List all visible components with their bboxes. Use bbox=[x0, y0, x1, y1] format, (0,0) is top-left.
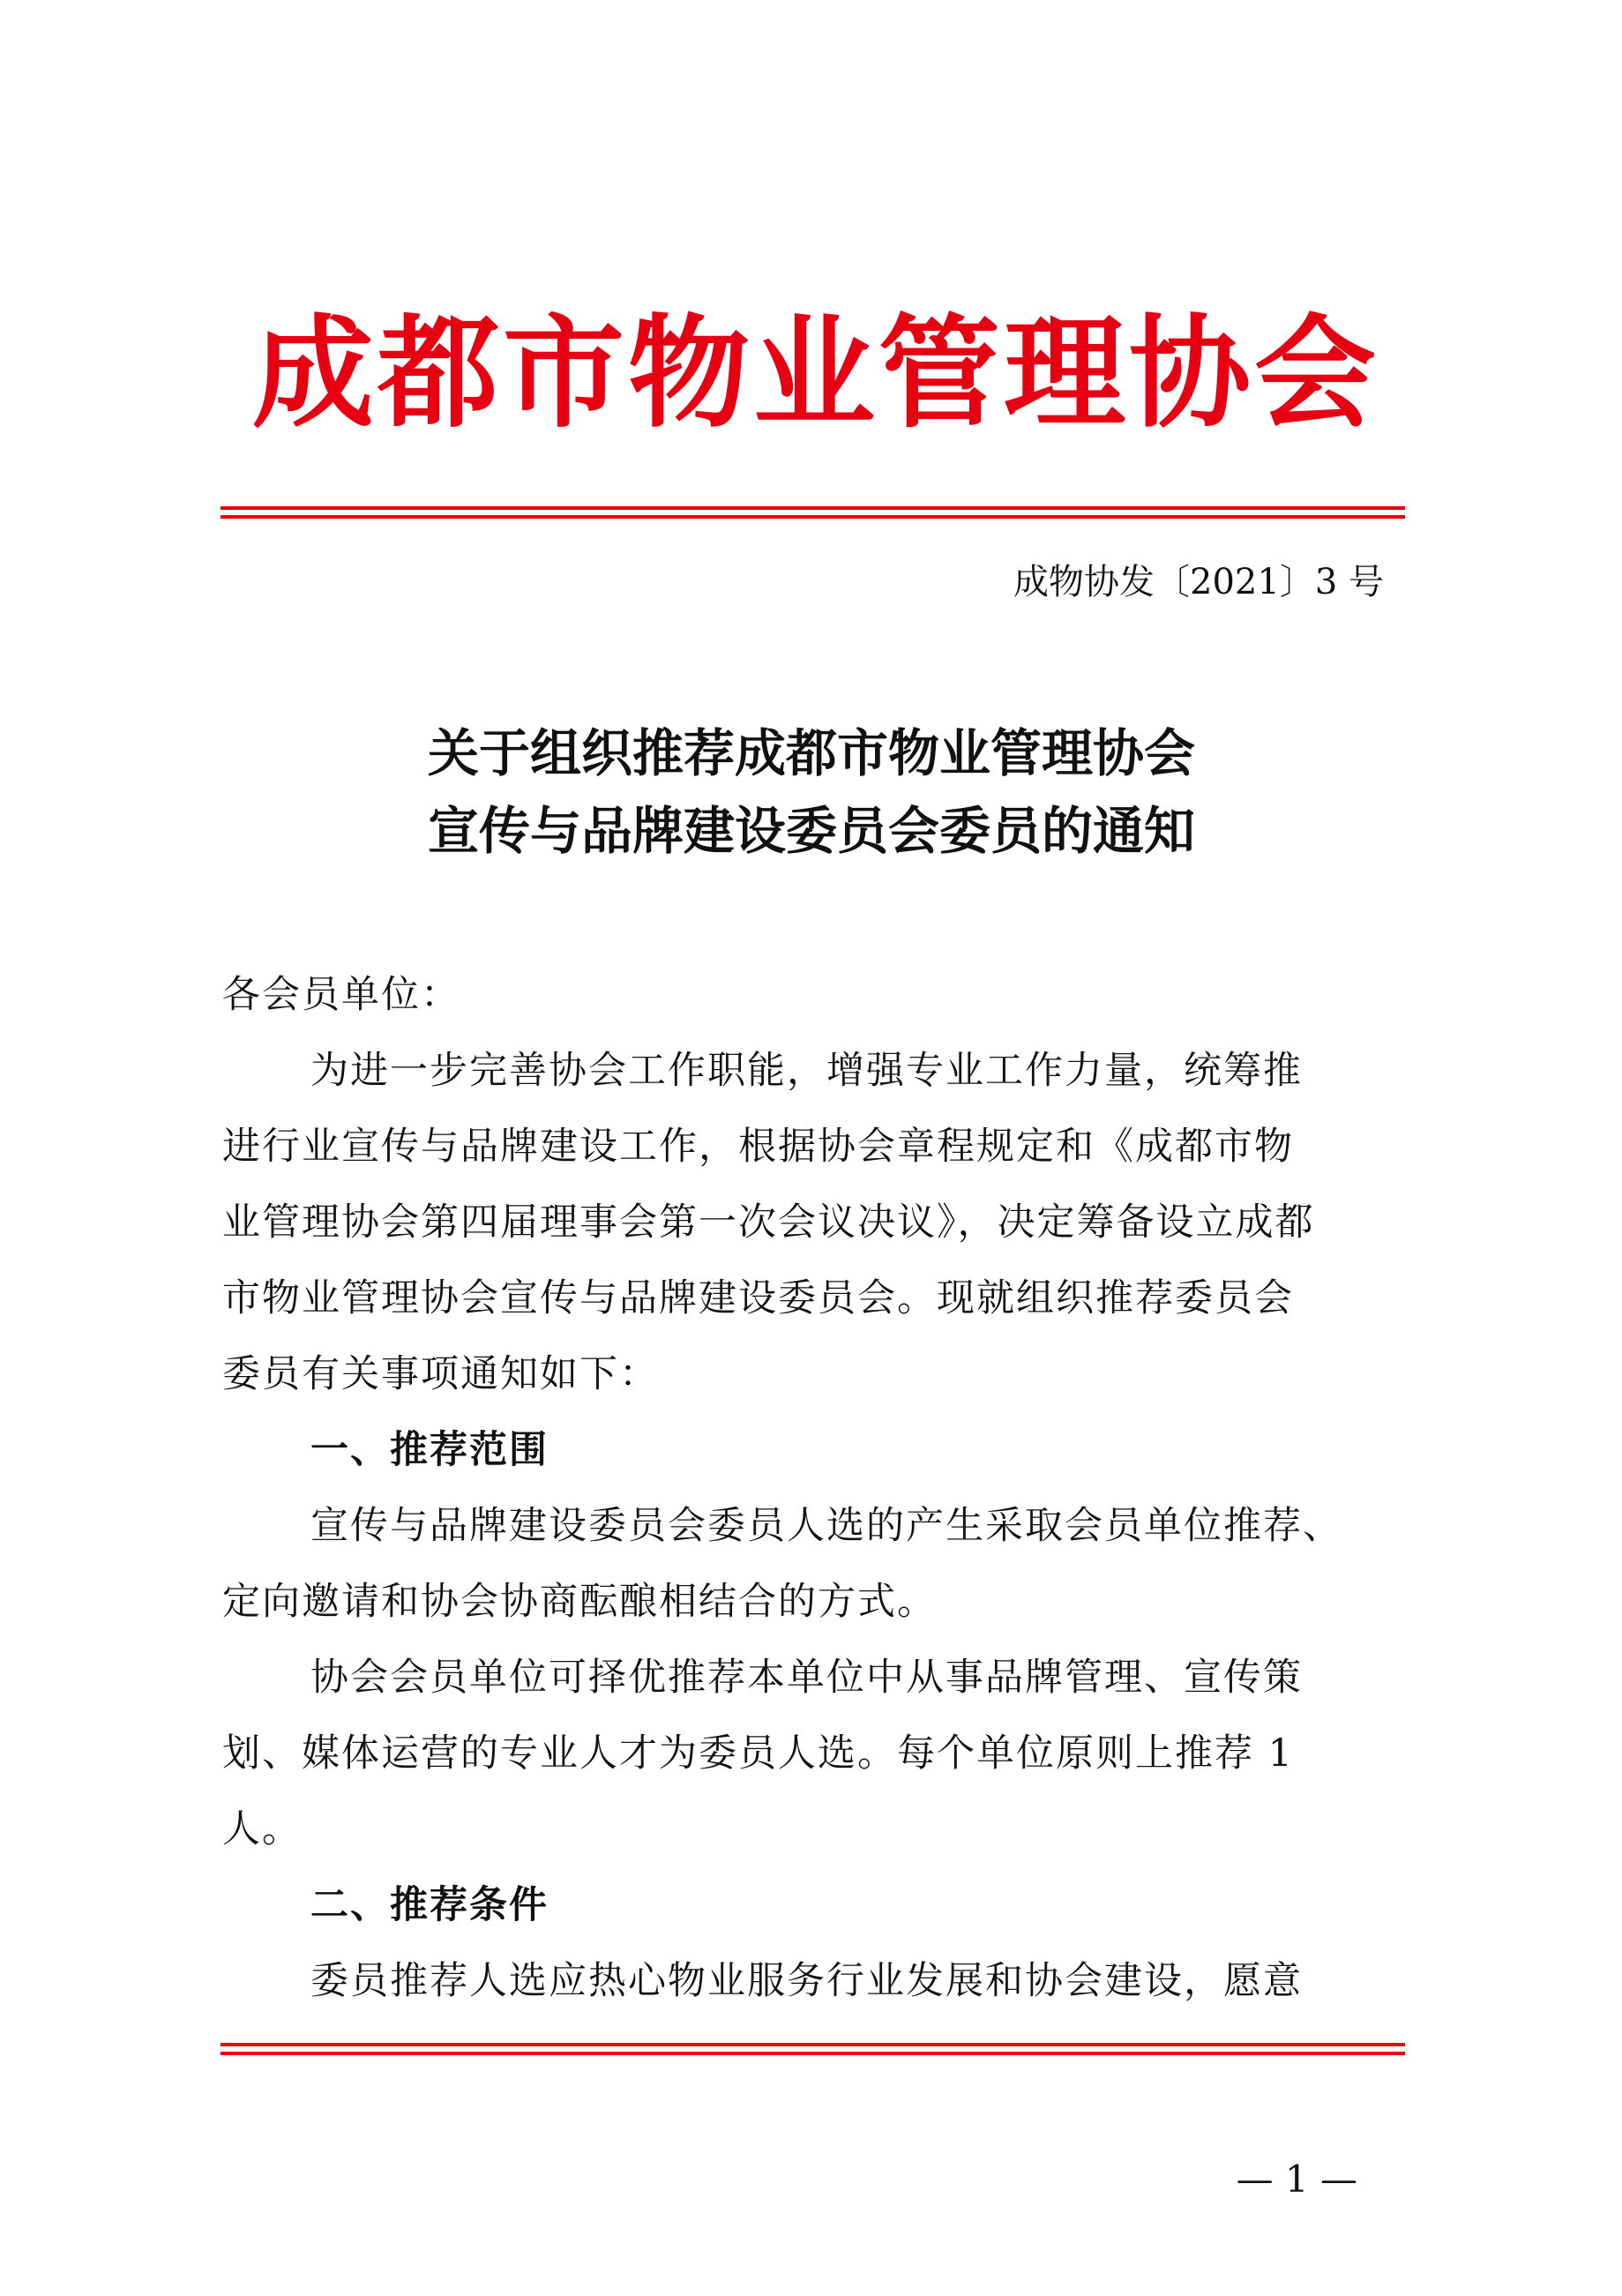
paragraph-line: 业管理协会第四届理事会第一次会议决议》，决定筹备设立成都 bbox=[222, 1200, 1315, 1245]
paragraph-line: 市物业管理协会宣传与品牌建设委员会。现就组织推荐委员会 bbox=[222, 1276, 1294, 1320]
document-title bbox=[221, 714, 1402, 870]
paragraph-line: 委员有关事项通知如下： bbox=[222, 1352, 659, 1396]
header-rule-top bbox=[221, 506, 1405, 510]
section-heading: 二、推荐条件 bbox=[310, 1883, 549, 1927]
paragraph-line: 定向邀请和协会协商酝酿相结合的方式。 bbox=[222, 1580, 937, 1624]
paragraph-line: 划、媒体运营的专业人才为委员人选。每个单位原则上推荐 1 bbox=[222, 1731, 1295, 1776]
paragraph-line: 为进一步完善协会工作职能，增强专业工作力量，统筹推 bbox=[310, 1049, 1303, 1093]
title-line-1: 关于组织推荐成都市物业管理协会 bbox=[427, 723, 1195, 783]
paragraph-line: 协会会员单位可择优推荐本单位中从事品牌管理、宣传策 bbox=[310, 1656, 1303, 1700]
document-number: 成物协发〔2021〕3 号 bbox=[1013, 562, 1384, 602]
header-rule-bottom bbox=[221, 515, 1405, 519]
document-body bbox=[222, 957, 1422, 2019]
page-number: — 1 — bbox=[1236, 2158, 1357, 2201]
section-heading: 一、推荐范围 bbox=[310, 1428, 549, 1472]
footer-rule-bottom bbox=[221, 2052, 1405, 2055]
organization-header: 成都市物业管理协会 bbox=[251, 303, 1379, 445]
paragraph-line: 进行业宣传与品牌建设工作，根据协会章程规定和《成都市物 bbox=[222, 1125, 1294, 1169]
paragraph-line: 人。 bbox=[222, 1807, 302, 1851]
title-line-2: 宣传与品牌建设委员会委员的通知 bbox=[427, 801, 1195, 861]
footer-rule-top bbox=[221, 2043, 1405, 2046]
paragraph-line: 宣传与品牌建设委员会委员人选的产生采取会员单位推荐、 bbox=[310, 1504, 1342, 1548]
paragraph-line: 委员推荐人选应热心物业服务行业发展和协会建设，愿意 bbox=[310, 1959, 1303, 2003]
salutation: 各会员单位： bbox=[222, 973, 460, 1017]
